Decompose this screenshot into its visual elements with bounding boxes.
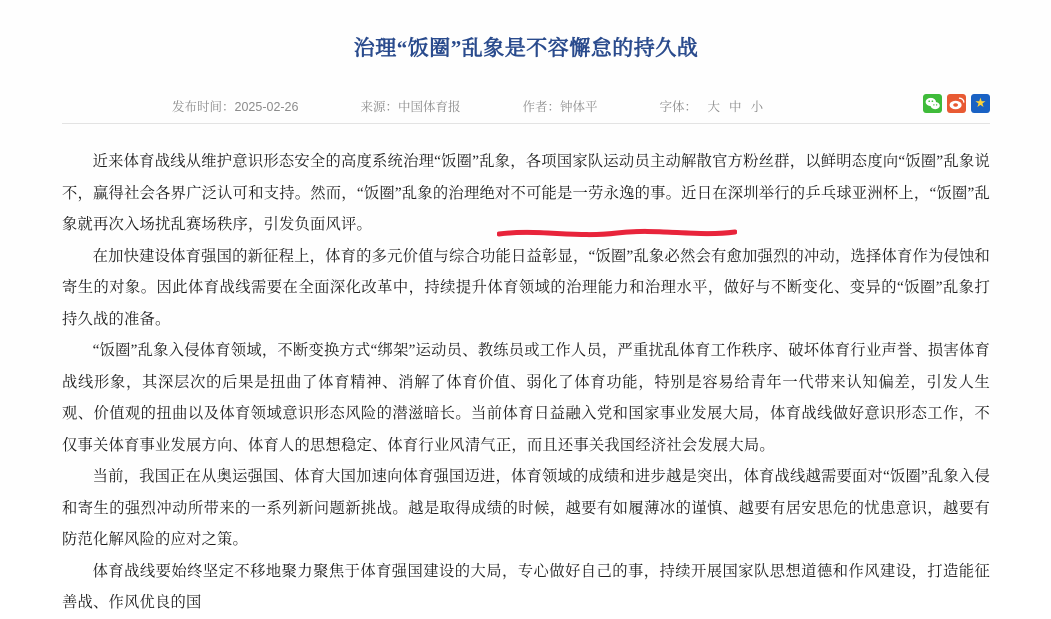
paragraph: 体育战线要始终坚定不移地聚力聚焦于体育强国建设的大局，专心做好自己的事，持续开展国家队思想道德和作风建设，打造能征善战、作风优良的国 (62, 562, 990, 611)
author-label: 作者： (522, 100, 561, 114)
source-value: 中国体育报 (397, 100, 461, 114)
star-glyph: ★ (974, 96, 987, 111)
article-container (62, 0, 990, 619)
wechat-glyph (923, 94, 942, 113)
weibo-glyph (947, 94, 966, 113)
header-divider (62, 123, 990, 124)
favorite-share-icon[interactable] (971, 94, 990, 113)
wechat-share-icon[interactable] (923, 94, 942, 113)
paragraph: 在加快建设体育强国的新征程上，体育的多元价值与综合功能日益彰显，“饭圈”乱象必然会有愈加强烈的冲动，选择体育作为侵蚀和寄生的对象。因此体育战线需要在全面深化改革中，持续提升体育领域的治理能力和治理水平，做好与不断变化、变异的“饭圈”乱象打持久战的准备。 (62, 247, 990, 328)
author (523, 97, 598, 115)
publish-time-value: 2025-02-26 (234, 100, 299, 114)
paragraph: 近来体育战线从维护意识形态安全的高度系统治理“饭圈”乱象，各项国家队运动员主动解散官方粉丝群，以鲜明态度向“饭圈”乱象说不，赢得社会各界广泛认可和支持。然而，“饭圈”乱象的治理绝对不可能是一劳永逸的事。近日在深圳举行的乒乓球亚洲杯上，“饭圈”乱象就再次入场扰乱赛场秩序，引发负面风评。 (62, 153, 990, 233)
font-size-medium-button[interactable]: 中 (729, 100, 742, 114)
font-size-label: 字体： (659, 100, 698, 114)
source-label: 来源： (360, 100, 398, 114)
font-size-options (708, 97, 764, 115)
font-size-control (660, 97, 764, 115)
paragraph: “饭圈”乱象入侵体育领域，不断变换方式“绑架”运动员、教练员或工作人员，严重扰乱体育工作秩序、破坏体育行业声誉、损害体育战线形象，其深层次的后果是扭曲了体育精神、消解了体育价值、弱化了体育功能，特别是容易给青年一代带来认知偏差，引发人生观、价值观的扭曲以及体育领域意识形态风险的潜滋暗长。当前体育日益融入党和国家事业发展大局，体育战线做好意识形态工作，不仅事关体育事业发展方向、体育人的思想稳定、体育行业风清气正，而且还事关我国经济社会发展大局。 (62, 342, 990, 454)
font-size-small-button[interactable]: 小 (750, 100, 764, 114)
weibo-share-icon[interactable] (947, 94, 966, 113)
source (360, 97, 460, 115)
author-value: 钟体平 (560, 100, 598, 114)
publish-time (172, 97, 298, 115)
page-title: 治理“饭圈”乱象是不容懈怠的持久战 (353, 36, 699, 60)
article-metadata (62, 93, 990, 119)
share-bar (923, 94, 990, 113)
article-body (62, 146, 990, 619)
publish-time-label: 发布时间： (172, 100, 235, 114)
font-size-large-button[interactable]: 大 (707, 100, 721, 114)
paragraph: 当前，我国正在从奥运强国、体育大国加速向体育强国迈进，体育领域的成绩和进步越是突出，体育战线越需要面对“饭圈”乱象入侵和寄生的强烈冲动所带来的一系列新问题新挑战。越是取得成绩的时候，越要有如履薄冰的谨慎、越要有居安思危的忧患意识，越要有防范化解风险的应对之策。 (62, 468, 990, 548)
